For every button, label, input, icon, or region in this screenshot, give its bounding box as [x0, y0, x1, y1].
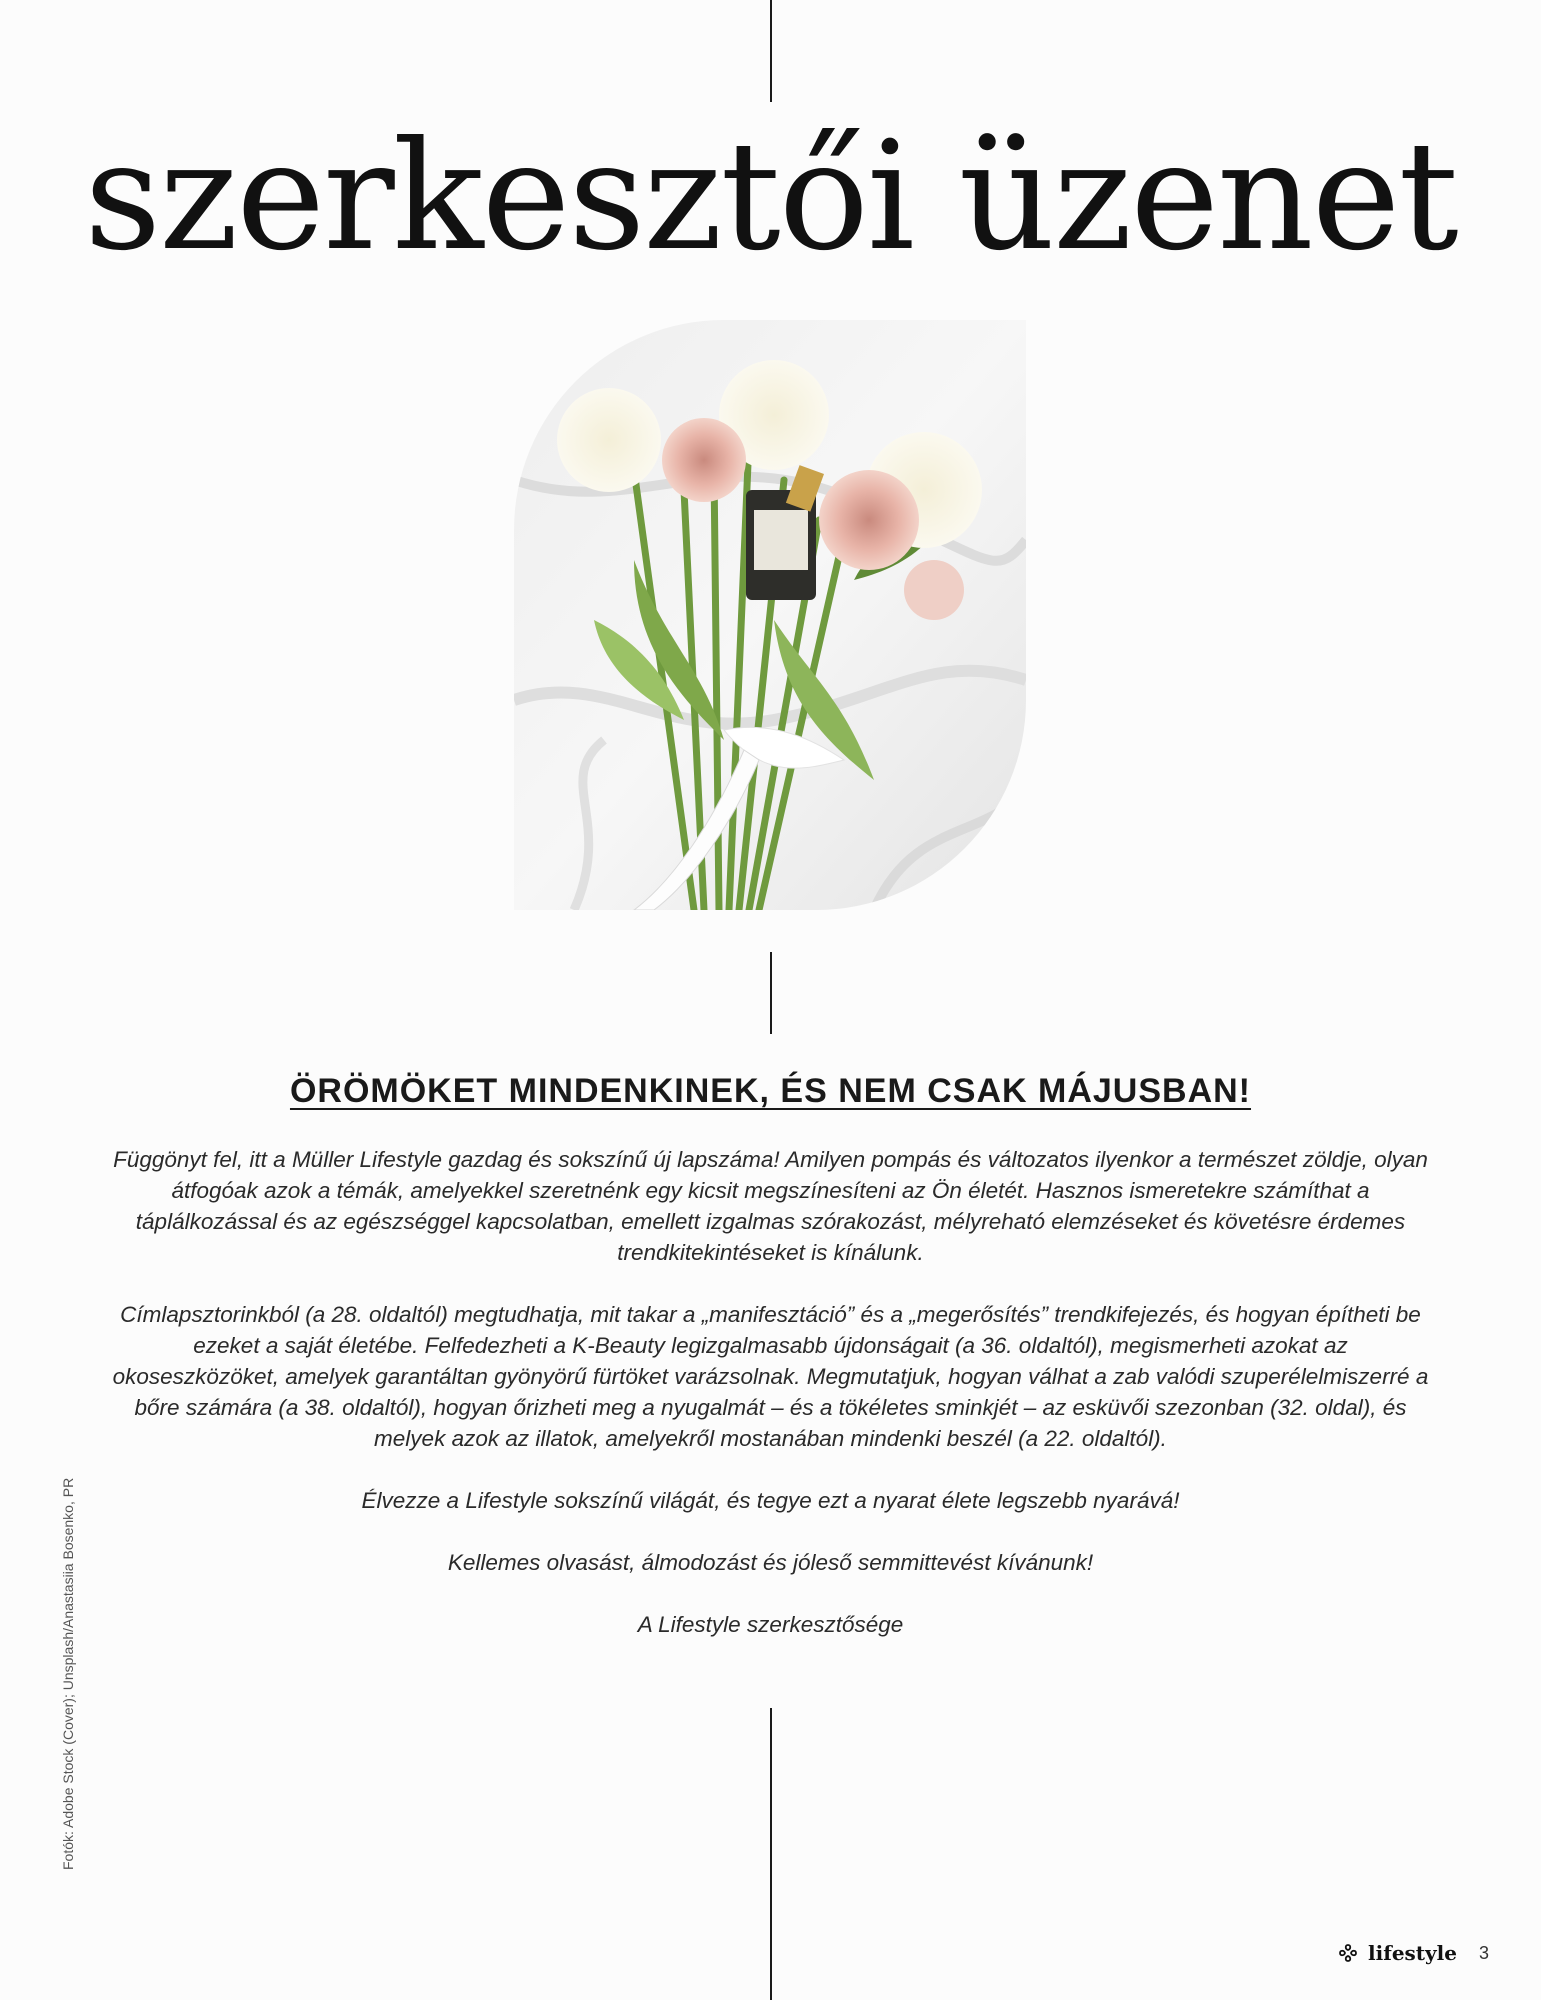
paragraph: Címlapsztorinkból (a 28. oldaltól) megtudhatja, mit takar a „manifesztáció” és a „megerősítés” trendkifejezés, és hogyan építheti be ezeket a saját életébe. Felfedezheti a K-Beauty legizgalmasabb újdonságait (a 36. oldaltól), megismerheti azokat az okoseszközöket, amelyek garantáltan gyönyörű fürtöket varázsolnak. Megmutatjuk, hogyan válhat a zab valódi szuperélelmiszerré a bőre számára (a 38. oldaltól), hogyan őrizheti meg a nyugalmát – és a tökéletes sminkjét – az esküvői szezonban (32. oldal), és melyek azok az illatok, amelyekről mostanában mindenki beszél (a 22. oldaltól).: [112, 1302, 1429, 1451]
page-title: szerkesztői üzenet: [84, 110, 1457, 284]
article-headline: ÖRÖMÖKET MINDENKINEK, ÉS NEM CSAK MÁJUSBAN!: [289, 1072, 1252, 1110]
paragraph: Kellemes olvasást, álmodozást és jóleső semmittevést kívánunk!: [447, 1550, 1094, 1575]
paragraph: Élvezze a Lifestyle sokszínű világát, és tegye ezt a nyarat élete legszebb nyarává!: [361, 1488, 1180, 1513]
divider-line-bottom: [770, 1708, 772, 2000]
bouquet-photo: [514, 320, 1026, 910]
flower-logo-icon: [1338, 1943, 1358, 1963]
signature: A Lifestyle szerkesztősége: [637, 1612, 904, 1637]
editorial-body: [110, 1144, 1431, 1671]
photo-credit: Fotók: Adobe Stock (Cover); Unsplash/Anastasiia Bosenko, PR: [60, 1477, 76, 1870]
divider-line-middle: [770, 952, 772, 1034]
paragraph: Függönyt fel, itt a Müller Lifestyle gazdag és sokszínű új lapszáma! Amilyen pompás és változatos ilyenkor a természet zöldje, olyan átfogóak azok a témák, amelyekkel szeretnénk egy kicsit megszínesíteni az Ön életét. Hasznos ismeretekre számíthat a táplálkozással és az egészséggel kapcsolatban, emellett izgalmas szórakozást, mélyreható elemzéseket és követésre érdemes trendkitekintéseket is kínálunk.: [113, 1147, 1428, 1265]
page-number: 3: [1478, 1942, 1489, 1963]
page-footer: [1338, 1938, 1489, 1968]
divider-line-top: [770, 0, 772, 102]
brand-name: lifestyle: [1368, 1941, 1457, 1965]
